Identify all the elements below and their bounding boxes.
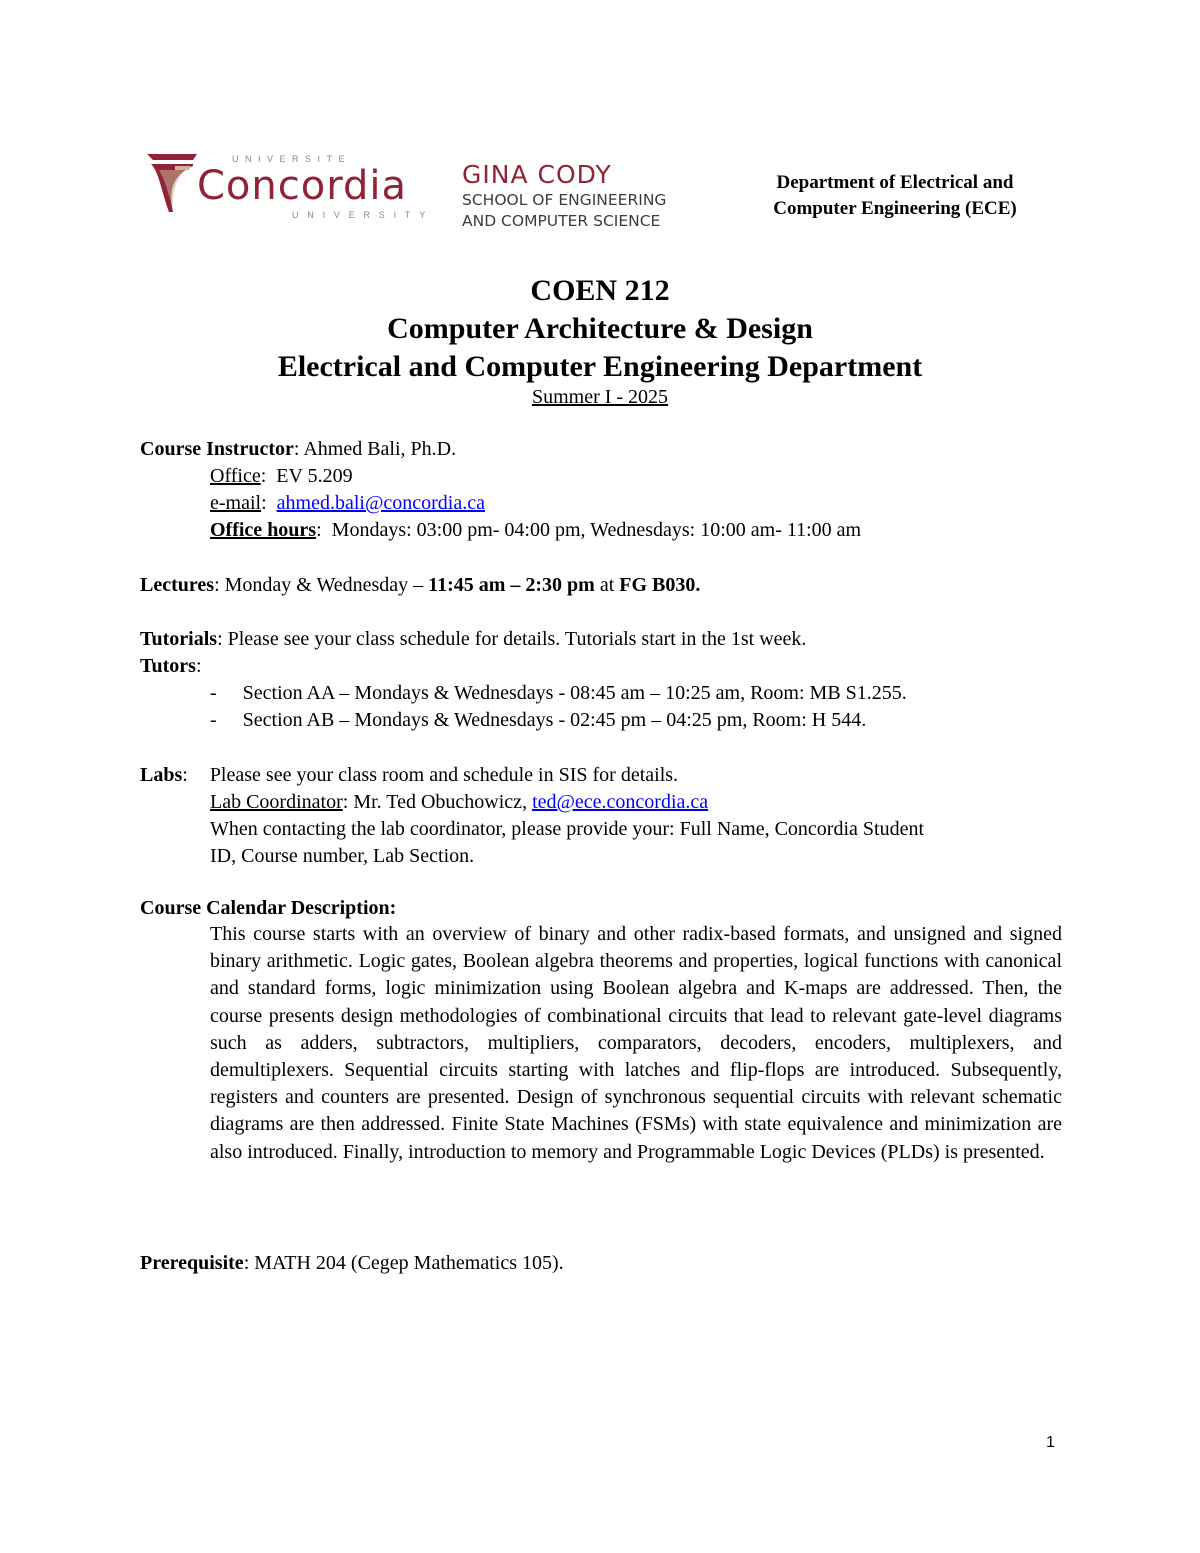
lectures-line: Lectures: Monday & Wednesday – 11:45 am – 2:30 pm at FG B030.	[140, 574, 701, 596]
tutors-line: Tutors:	[140, 655, 202, 677]
school-name: GINA CODY	[462, 160, 612, 189]
tutorials-text: Please see your class schedule for details. Tutorials start in the 1st week.	[227, 628, 807, 650]
tutors-label: Tutors	[140, 655, 196, 677]
instructor-label: Course Instructor	[140, 438, 294, 460]
course-code: COEN 212	[530, 274, 670, 307]
lab-contact-line-1: When contacting the lab coordinator, please provide your: Full Name, Concordia Student	[210, 818, 925, 840]
bullet-dash-icon: -	[210, 682, 217, 704]
lectures-time: 11:45 am – 2:30 pm	[428, 574, 595, 596]
department-heading	[740, 170, 1050, 222]
lab-coordinator-name: Mr. Ted Obuchowicz,	[353, 791, 528, 813]
tutor-section-item	[210, 680, 907, 707]
email-label: e-mail	[210, 492, 262, 514]
university-name: Concordia	[197, 163, 407, 209]
lectures-at: at	[599, 574, 615, 596]
course-department: Electrical and Computer Engineering Department	[277, 350, 923, 383]
office-value: EV 5.209	[276, 465, 353, 487]
lectures-room: FG B030	[619, 574, 696, 596]
lab-contact-line-2: ID, Course number, Lab Section.	[210, 845, 475, 867]
prerequisite-label: Prerequisite	[140, 1252, 244, 1274]
school-subtitle-2: AND COMPUTER SCIENCE	[462, 212, 661, 230]
lectures-end: .	[695, 574, 701, 596]
page-number: 1	[1046, 1434, 1055, 1451]
labs-text: Please see your class room and schedule in SIS for details.	[209, 764, 679, 786]
concordia-shield-icon	[145, 150, 205, 225]
bullet-dash-icon: -	[210, 709, 217, 731]
office-hours-line: Office hours: Mondays: 03:00 pm- 04:00 pm, Wednesdays: 10:00 am- 11:00 am	[210, 519, 862, 541]
tutorials-label: Tutorials	[140, 628, 218, 650]
lab-coordinator-email-link[interactable]: ted@ece.concordia.ca	[532, 791, 709, 813]
description-text: This course starts with an overview of binary and other radix-based formats, and unsigned and signed binary arithmetic. Logic gates, Boolean algebra theorems and properties, logical functions with canonical and standard forms, logic minimization using Boolean algebra and K-maps are addressed. Then, the course presents design methodologies of combinational circuits that lead to relevant gate-level diagrams such as adders, subtractors, multipliers, comparators, decoders, encoders, multiplexers, and demultiplexers. Sequential circuits starting with latches and flip-flops are introduced. Subsequently, registers and counters are presented. Design of synchronous sequential circuits with relevant schematic diagrams are then addressed. Finite State Machines (FSMs) with state equivalence and minimization are also introduced. Finally, introduction to memory and Programmable Logic Devices (PLDs) is presented.	[210, 923, 1062, 1163]
lab-coordinator-line: Lab Coordinator: Mr. Ted Obuchowicz, ted@ece.concordia.ca	[210, 791, 709, 813]
school-subtitle-1: SCHOOL OF ENGINEERING	[462, 191, 667, 209]
description-label: Course Calendar Description:	[140, 897, 397, 919]
office-hours-label: Office hours	[210, 519, 317, 541]
university-top-text: UNIVERSITE	[232, 154, 352, 164]
tutor-section-text: Section AB – Mondays & Wednesdays - 02:45 pm – 04:25 pm, Room: H 544.	[242, 709, 867, 731]
course-term: Summer I - 2025	[531, 386, 669, 408]
tutorials-line: Tutorials: Please see your class schedule for details. Tutorials start in the 1st week.	[140, 628, 807, 650]
lectures-label: Lectures	[140, 574, 215, 596]
email-line: e-mail: ahmed.bali@concordia.ca	[210, 492, 485, 514]
instructor-email-link[interactable]: ahmed.bali@concordia.ca	[276, 492, 485, 514]
instructor-line: Course Instructor: Ahmed Bali, Ph.D.	[140, 438, 457, 460]
office-line: Office: EV 5.209	[210, 465, 353, 487]
lectures-days: Monday & Wednesday –	[224, 574, 424, 596]
labs-label: Labs	[140, 764, 183, 786]
tutor-section-text: Section AA – Mondays & Wednesdays - 08:45 am – 10:25 am, Room: MB S1.255.	[242, 682, 907, 704]
lab-coordinator-label: Lab Coordinator	[210, 791, 343, 813]
instructor-name: Ahmed Bali, Ph.D.	[303, 438, 457, 460]
office-hours-value: Mondays: 03:00 pm- 04:00 pm, Wednesdays: 10:00 am- 11:00 am	[331, 519, 862, 541]
office-label: Office	[210, 465, 261, 487]
prerequisite-line: Prerequisite: MATH 204 (Cegep Mathematics 105).	[140, 1252, 564, 1274]
course-name: Computer Architecture & Design	[387, 312, 813, 345]
prerequisite-text: MATH 204 (Cegep Mathematics 105).	[254, 1252, 564, 1274]
labs-line: Labs: Please see your class room and schedule in SIS for details.	[140, 764, 679, 786]
department-line-1: Department of Electrical and	[776, 172, 1014, 193]
university-bottom-text: UNIVERSITY	[292, 210, 435, 220]
tutor-section-item	[210, 707, 866, 734]
department-line-2: Computer Engineering (ECE)	[773, 198, 1017, 219]
